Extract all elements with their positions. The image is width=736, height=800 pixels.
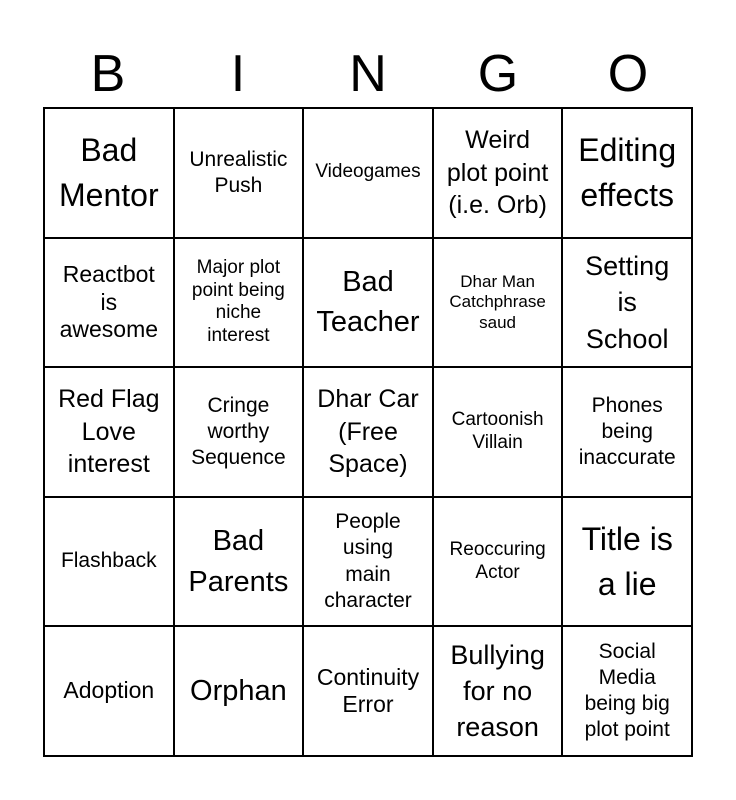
bingo-cell[interactable]	[303, 238, 433, 368]
header-letter-i: I	[230, 45, 246, 103]
bingo-cell[interactable]	[433, 108, 563, 238]
bingo-cell-label: Unrealistic Push	[189, 147, 288, 197]
bingo-cell[interactable]	[303, 108, 433, 238]
bingo-cell[interactable]	[433, 497, 563, 627]
bingo-cell[interactable]	[433, 626, 563, 756]
bingo-cell-label: Orphan	[190, 674, 287, 707]
bingo-cell[interactable]	[174, 497, 304, 627]
bingo-cell[interactable]	[174, 367, 304, 497]
bingo-cell[interactable]	[44, 367, 174, 497]
header-letter-o: O	[607, 45, 649, 103]
bingo-cell-label: Red Flag Love interest	[58, 385, 160, 479]
bingo-cell[interactable]	[44, 626, 174, 756]
header-letter-n: N	[349, 45, 387, 103]
bingo-cell-label: Videogames	[315, 161, 421, 183]
bingo-cell[interactable]	[562, 626, 692, 756]
bingo-cell[interactable]	[44, 497, 174, 627]
bingo-header	[43, 40, 693, 108]
bingo-cell[interactable]	[562, 238, 692, 368]
bingo-cell[interactable]	[433, 238, 563, 368]
bingo-cell-label: Bullying for no reason	[450, 639, 545, 743]
bingo-cell[interactable]	[562, 367, 692, 497]
bingo-cell-label: Reoccuring Actor	[449, 538, 546, 583]
bingo-cell-label: Bad Teacher	[316, 265, 420, 339]
bingo-cell[interactable]	[174, 108, 304, 238]
bingo-cell-label: Cringe worthy Sequence	[191, 393, 286, 470]
bingo-cell-label: Continuity Error	[316, 663, 420, 718]
bingo-cell-label: Cartoonish Villain	[451, 409, 544, 453]
bingo-cell-label: Setting is School	[585, 250, 670, 354]
bingo-cell[interactable]	[303, 497, 433, 627]
bingo-cell-label: Title is a lie	[581, 520, 673, 602]
bingo-cell[interactable]	[303, 367, 433, 497]
bingo-card-grid	[43, 107, 693, 757]
bingo-cell[interactable]	[303, 626, 433, 756]
bingo-cell[interactable]	[44, 238, 174, 368]
bingo-cell-label: Reactbot is awesome	[59, 261, 159, 343]
bingo-cell-label: Social Media being big plot point	[584, 639, 670, 742]
bingo-cell-label: Weird plot point (i.e. Orb)	[446, 126, 549, 220]
bingo-cell-label: Dhar Man Catchphrase saud	[449, 271, 546, 332]
bingo-cell-label: Editing effects	[578, 132, 677, 213]
bingo-cell-label: Bad Parents	[188, 525, 289, 598]
bingo-cell[interactable]	[433, 367, 563, 497]
bingo-cell-label: Phones being inaccurate	[578, 393, 676, 470]
header-letter-b: B	[90, 45, 126, 103]
bingo-cell-label: Flashback	[60, 549, 157, 573]
bingo-cell-label: People using main character	[324, 510, 412, 612]
bingo-cell[interactable]	[44, 108, 174, 238]
bingo-cell-label: Bad Mentor	[59, 132, 159, 213]
bingo-cell[interactable]	[174, 238, 304, 368]
bingo-cell[interactable]	[562, 108, 692, 238]
bingo-cell[interactable]	[562, 497, 692, 627]
header-letter-g: G	[477, 45, 519, 103]
bingo-cell-label: Adoption	[63, 677, 155, 704]
bingo-cell-label: Major plot point being niche interest	[191, 256, 285, 347]
bingo-cell-label: Dhar Car (Free Space)	[317, 385, 419, 479]
bingo-cell[interactable]	[174, 626, 304, 756]
